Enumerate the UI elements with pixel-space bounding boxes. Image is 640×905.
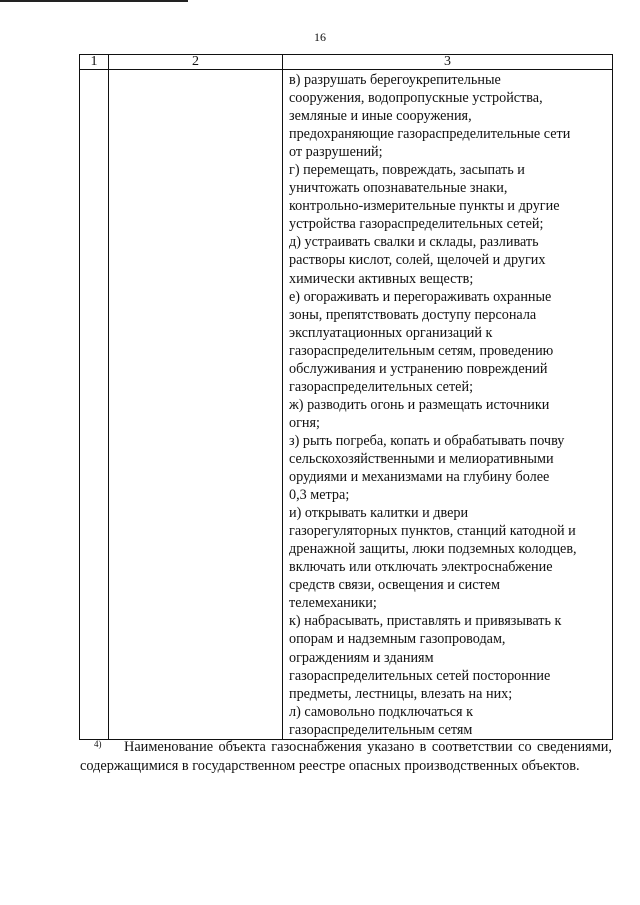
column-header-1: 1 bbox=[80, 55, 109, 70]
table-cell-line: химически активных веществ; bbox=[289, 270, 474, 287]
table-cell-line: уничтожать опознавательные знаки, bbox=[289, 180, 508, 197]
table-cell-col2 bbox=[109, 70, 283, 740]
table-cell-line: опорам и надземным газопроводам, bbox=[289, 631, 506, 648]
column-header-3: 3 bbox=[283, 55, 613, 70]
footnote-text: Наименование объекта газоснабжения указано в соответствии со сведениями, содержащимися в государственном реестре опасных производственных объектов. bbox=[80, 739, 612, 774]
table-cell-line: от разрушений; bbox=[289, 144, 383, 161]
table-cell-line: предметы, лестницы, влезать на них; bbox=[289, 685, 513, 702]
prohibitions-list bbox=[283, 70, 612, 739]
table-cell-line: к) набрасывать, приставлять и привязывать к bbox=[289, 613, 562, 630]
footnote bbox=[80, 738, 612, 776]
table-cell-col3 bbox=[283, 70, 613, 740]
top-rule bbox=[0, 0, 188, 2]
footnote-marker: 4) bbox=[94, 739, 102, 749]
table-cell-line: газораспределительным сетям bbox=[289, 721, 473, 738]
table-cell-line: ограждениям и зданиям bbox=[289, 649, 434, 666]
table-cell-line: газорегуляторных пунктов, станций катодной и bbox=[289, 523, 576, 540]
table-cell-line: ж) разводить огонь и размещать источники bbox=[289, 396, 550, 413]
table-cell-line: телемеханики; bbox=[289, 595, 377, 612]
table-cell-line: орудиями и механизмами на глубину более bbox=[289, 469, 550, 486]
table-cell-line: г) перемещать, повреждать, засыпать и bbox=[289, 162, 525, 179]
table-cell-line: д) устраивать свалки и склады, разливать bbox=[289, 234, 539, 251]
table-cell-line: 0,3 метра; bbox=[289, 487, 350, 504]
table-cell-line: л) самовольно подключаться к bbox=[289, 703, 474, 720]
table-cell-line: огня; bbox=[289, 414, 320, 431]
page-number: 16 bbox=[314, 30, 326, 44]
table-cell-line: обслуживания и устранению повреждений bbox=[289, 360, 548, 377]
table-cell-line: в) разрушать берегоукрепительные bbox=[289, 72, 501, 88]
table-cell-col1 bbox=[80, 70, 109, 740]
table-cell-line: газораспределительных сетей посторонние bbox=[289, 667, 551, 684]
table-cell-line: контрольно-измерительные пункты и другие bbox=[289, 198, 560, 215]
column-header-2: 2 bbox=[109, 55, 283, 70]
requirements-table bbox=[79, 54, 613, 740]
table-header-row bbox=[80, 55, 613, 70]
table-cell-line: средств связи, освещения и систем bbox=[289, 577, 501, 594]
table-cell-line: зоны, препятствовать доступу персонала bbox=[289, 306, 537, 323]
table-cell-line: газораспределительных сетей; bbox=[289, 378, 474, 395]
table-row bbox=[80, 70, 613, 740]
table-cell-line: газораспределительным сетям, проведению bbox=[289, 342, 554, 359]
table-cell-line: и) открывать калитки и двери bbox=[289, 505, 469, 522]
table-cell-line: е) огораживать и перегораживать охранные bbox=[289, 288, 552, 305]
table-cell-line: устройства газораспределительных сетей; bbox=[289, 216, 544, 233]
table-cell-line: эксплуатационных организаций к bbox=[289, 324, 493, 341]
table-cell-line: сельскохозяйственными и мелиоративными bbox=[289, 450, 554, 467]
table-cell-line: включать или отключать электроснабжение bbox=[289, 559, 553, 576]
table-cell-line: растворы кислот, солей, щелочей и других bbox=[289, 252, 546, 269]
table-cell-line: земляные и иные сооружения, bbox=[289, 108, 472, 125]
table-cell-line: сооружения, водопропускные устройства, bbox=[289, 90, 543, 107]
table-cell-line: предохраняющие газораспределительные сети bbox=[289, 126, 571, 143]
table-cell-line: з) рыть погреба, копать и обрабатывать почву bbox=[289, 432, 565, 449]
table-cell-line: дренажной защиты, люки подземных колодцев, bbox=[289, 541, 577, 558]
